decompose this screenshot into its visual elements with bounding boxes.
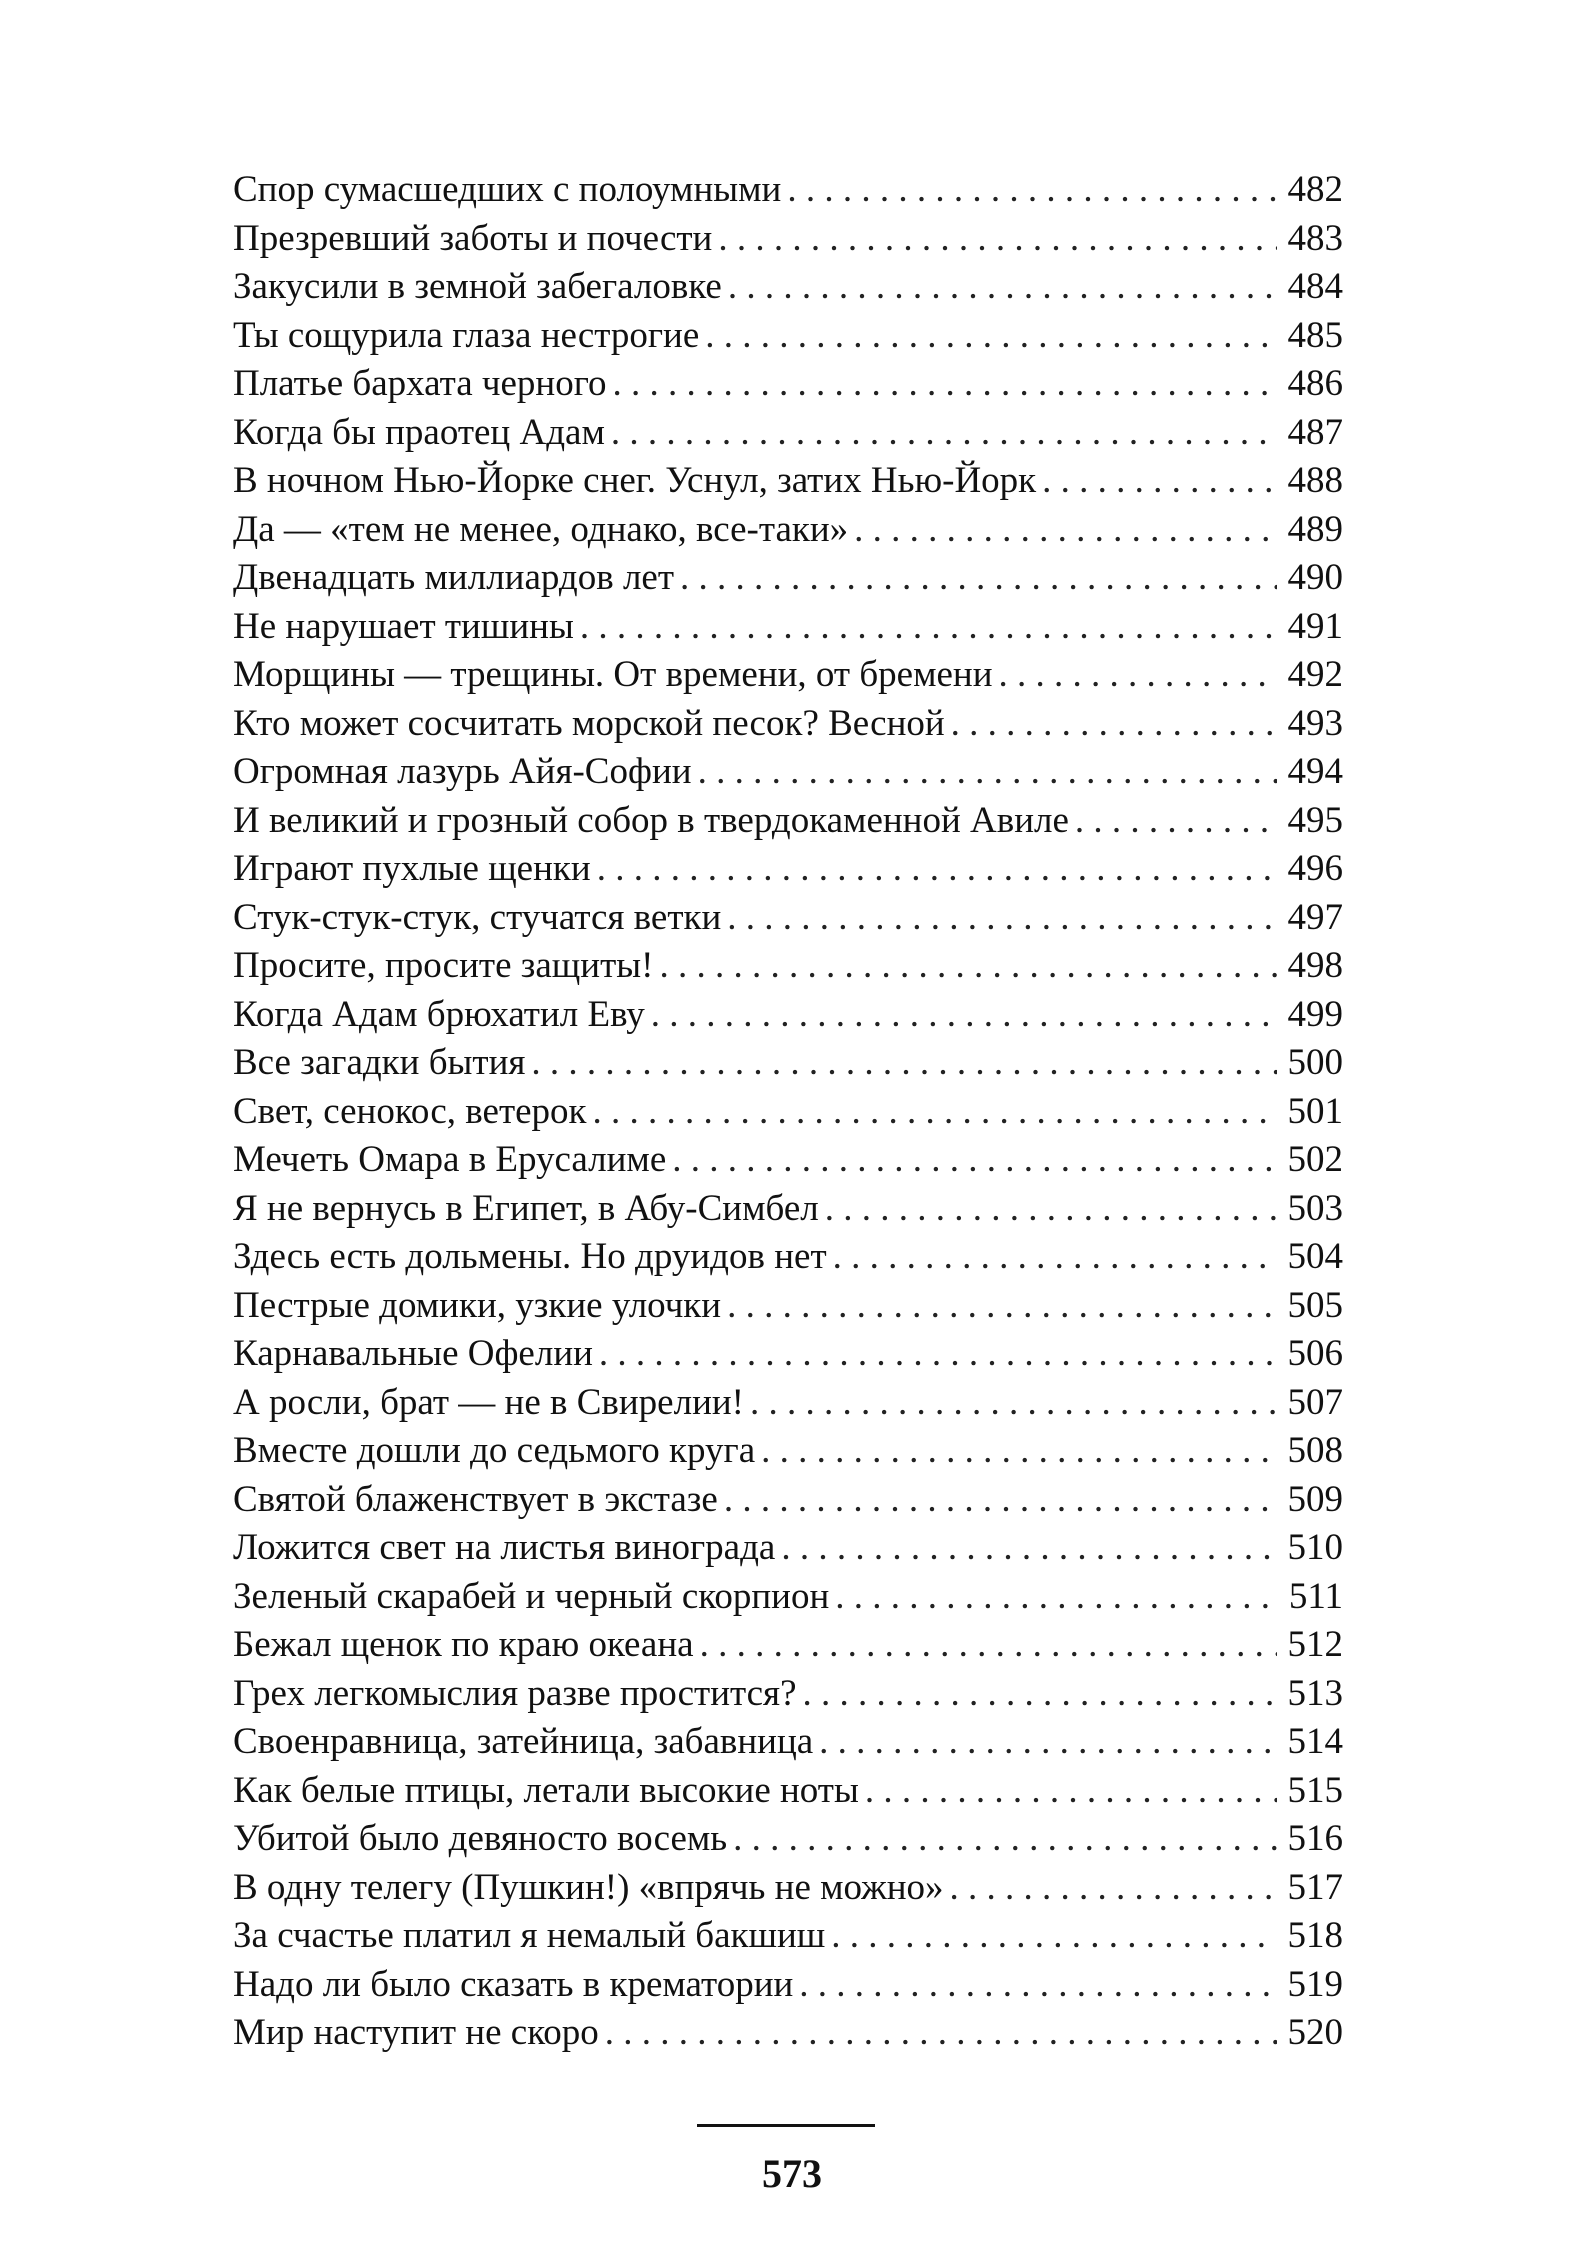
toc-entry-page: 513 <box>1287 1672 1343 1714</box>
toc-entry <box>233 1330 1343 1379</box>
toc-entry <box>233 1282 1343 1331</box>
dot-leader <box>597 845 1277 894</box>
dot-leader <box>733 1815 1277 1864</box>
dot-leader <box>825 1185 1277 1234</box>
dot-leader <box>718 215 1277 264</box>
toc-entry <box>233 215 1343 264</box>
toc-entry-title: Святой блаженствует в экстазе <box>233 1478 718 1520</box>
toc-entry <box>233 166 1343 215</box>
toc-entry-page: 517 <box>1287 1866 1343 1908</box>
toc-entry-title: А росли, брат — не в Свирелии! <box>233 1381 744 1423</box>
toc-entry-title: Стук-стук-стук, стучатся ветки <box>233 896 722 938</box>
footer-rule <box>697 2124 875 2127</box>
toc-entry-title: Не нарушает тишины <box>233 605 574 647</box>
toc-entry-page: 507 <box>1287 1381 1343 1423</box>
dot-leader <box>651 991 1277 1040</box>
toc-entry <box>233 603 1343 652</box>
toc-entry <box>233 409 1343 458</box>
dot-leader <box>950 1864 1278 1913</box>
toc-entry-title: Мечеть Омара в Ерусалиме <box>233 1139 667 1180</box>
toc-entry-page: 484 <box>1287 266 1343 307</box>
toc-entry-page: 520 <box>1287 2012 1343 2053</box>
toc-entry-title: Двенадцать миллиардов лет <box>233 557 675 598</box>
toc-entry-title: В ночном Нью-Йорке снег. Уснул, затих Нью-Йорк <box>233 460 1037 501</box>
toc-entry-page: 511 <box>1288 1575 1343 1617</box>
toc-entry-page: 514 <box>1287 1721 1343 1762</box>
dot-leader <box>803 1670 1278 1719</box>
toc-entry-title: Когда Адам брюхатил Еву <box>233 993 645 1035</box>
toc-entry-title: Надо ли было сказать в крематории <box>233 1963 794 2005</box>
dot-leader <box>611 409 1277 458</box>
toc-entry-page: 492 <box>1287 654 1343 695</box>
toc-entry <box>233 1427 1343 1476</box>
dot-leader <box>728 263 1277 312</box>
toc-entry-title: Да — «тем не менее, однако, все-таки» <box>233 508 849 550</box>
toc-entry <box>233 263 1343 312</box>
toc-entry-title: Карнавальные Офелии <box>233 1333 593 1374</box>
toc-entry-page: 515 <box>1287 1769 1343 1811</box>
toc-entry-page: 488 <box>1287 460 1343 501</box>
toc-entry-title: Пестрые домики, узкие улочки <box>233 1284 722 1326</box>
toc-entry-page: 505 <box>1287 1284 1343 1326</box>
toc-entry-title: Платье бархата черного <box>233 363 607 404</box>
toc-entry-title: За счастье платил я немалый бакшиш <box>233 1915 826 1956</box>
toc-entry-title: Презревший заботы и почести <box>233 217 713 259</box>
toc-entry-page: 496 <box>1287 848 1343 889</box>
toc-entry <box>233 1815 1343 1864</box>
toc-entry-page: 499 <box>1287 993 1343 1035</box>
toc-entry-page: 518 <box>1287 1915 1343 1956</box>
toc-entry-title: Здесь есть дольмены. Но друидов нет <box>233 1236 827 1277</box>
dot-leader <box>698 748 1277 797</box>
toc-entry-page: 498 <box>1287 945 1343 986</box>
toc-entry-page: 508 <box>1287 1430 1343 1471</box>
toc-entry-title: В одну телегу (Пушкин!) «впрячь не можно» <box>233 1866 944 1908</box>
toc-entry-page: 509 <box>1287 1478 1343 1520</box>
toc-entry-page: 489 <box>1287 508 1343 550</box>
toc-entry-page: 487 <box>1287 411 1343 453</box>
dot-leader <box>750 1379 1277 1428</box>
toc-entry-title: Спор сумасшедших с полоумными <box>233 169 782 210</box>
toc-entry <box>233 1670 1343 1719</box>
toc-entry <box>233 1039 1343 1088</box>
toc-entry <box>233 1573 1343 1622</box>
toc-entry-title: Просите, просите защиты! <box>233 945 654 986</box>
toc-entry <box>233 1912 1343 1961</box>
table-of-contents <box>233 166 1343 2058</box>
toc-entry-page: 483 <box>1287 217 1343 259</box>
dot-leader <box>835 1573 1277 1622</box>
toc-entry <box>233 651 1343 700</box>
toc-entry <box>233 797 1343 846</box>
toc-entry <box>233 312 1343 361</box>
toc-entry <box>233 748 1343 797</box>
dot-leader <box>951 700 1277 749</box>
dot-leader <box>580 603 1277 652</box>
dot-leader <box>531 1039 1277 1088</box>
toc-entry <box>233 1524 1343 1573</box>
dot-leader <box>1075 797 1277 846</box>
toc-entry <box>233 1864 1343 1913</box>
toc-entry-title: Ты сощурила глаза нестрогие <box>233 314 700 356</box>
dot-leader <box>599 1330 1277 1379</box>
dot-leader <box>854 506 1277 555</box>
toc-entry-title: Морщины — трещины. От времени, от бремени <box>233 654 993 695</box>
toc-entry-page: 490 <box>1287 557 1343 598</box>
toc-entry <box>233 1718 1343 1767</box>
toc-entry <box>233 894 1343 943</box>
dot-leader <box>705 312 1277 361</box>
toc-entry <box>233 360 1343 409</box>
toc-entry-page: 491 <box>1287 605 1343 647</box>
dot-leader <box>799 1961 1277 2010</box>
toc-entry-title: Огромная лазурь Айя-Софии <box>233 751 692 792</box>
page-number: 573 <box>762 2151 822 2196</box>
toc-entry-title: Играют пухлые щенки <box>233 848 591 889</box>
toc-entry <box>233 1233 1343 1282</box>
toc-entry-page: 503 <box>1287 1187 1343 1229</box>
dot-leader <box>865 1767 1277 1816</box>
toc-entry <box>233 506 1343 555</box>
toc-entry-page: 485 <box>1287 314 1343 356</box>
dot-leader <box>593 1088 1277 1137</box>
toc-entry <box>233 991 1343 1040</box>
toc-entry <box>233 1621 1343 1670</box>
toc-entry-page: 501 <box>1287 1090 1343 1132</box>
dot-leader <box>659 942 1277 991</box>
dot-leader <box>831 1912 1277 1961</box>
dot-leader <box>833 1233 1277 1282</box>
dot-leader <box>1042 457 1277 506</box>
dot-leader <box>781 1524 1277 1573</box>
toc-entry <box>233 457 1343 506</box>
toc-entry-title: Ложится свет на листья винограда <box>233 1527 776 1568</box>
toc-entry-page: 510 <box>1287 1527 1343 1568</box>
toc-entry-title: Бежал щенок по краю океана <box>233 1624 694 1665</box>
toc-entry <box>233 2009 1343 2058</box>
toc-entry-title: Грех легкомыслия разве простится? <box>233 1672 797 1714</box>
toc-entry-title: Все загадки бытия <box>233 1042 526 1083</box>
toc-entry <box>233 1136 1343 1185</box>
toc-entry-page: 500 <box>1287 1042 1343 1083</box>
dot-leader <box>727 1282 1277 1331</box>
dot-leader <box>761 1427 1277 1476</box>
toc-entry-page: 482 <box>1287 169 1343 210</box>
toc-entry-title: Вместе дошли до седьмого круга <box>233 1430 756 1471</box>
toc-entry <box>233 1961 1343 2010</box>
dot-leader <box>787 166 1277 215</box>
toc-entry-title: И великий и грозный собор в твердокаменной Авиле <box>233 799 1069 841</box>
toc-entry <box>233 942 1343 991</box>
toc-entry-title: Мир наступит не скоро <box>233 2012 599 2053</box>
toc-entry-page: 506 <box>1287 1333 1343 1374</box>
toc-entry <box>233 1476 1343 1525</box>
toc-entry-title: Свет, сенокос, ветерок <box>233 1090 587 1132</box>
dot-leader <box>819 1718 1277 1767</box>
dot-leader <box>672 1136 1277 1185</box>
dot-leader <box>680 554 1277 603</box>
toc-entry-title: Зеленый скарабей и черный скорпион <box>233 1575 830 1617</box>
toc-entry-page: 494 <box>1287 751 1343 792</box>
toc-entry-page: 486 <box>1287 363 1343 404</box>
dot-leader <box>700 1621 1277 1670</box>
toc-entry-title: Убитой было девяносто восемь <box>233 1818 728 1859</box>
toc-entry-page: 493 <box>1287 702 1343 744</box>
toc-entry-page: 497 <box>1287 896 1343 938</box>
toc-entry <box>233 845 1343 894</box>
toc-entry-title: Как белые птицы, летали высокие ноты <box>233 1769 859 1811</box>
toc-entry-page: 504 <box>1287 1236 1343 1277</box>
toc-entry <box>233 554 1343 603</box>
dot-leader <box>612 360 1277 409</box>
toc-entry <box>233 1379 1343 1428</box>
toc-entry-title: Своенравница, затейница, забавница <box>233 1721 814 1762</box>
toc-entry <box>233 1185 1343 1234</box>
toc-entry-page: 502 <box>1287 1139 1343 1180</box>
toc-entry-page: 512 <box>1287 1624 1343 1665</box>
dot-leader <box>724 1476 1277 1525</box>
toc-entry-title: Кто может сосчитать морской песок? Весной <box>233 702 945 744</box>
toc-entry <box>233 1088 1343 1137</box>
toc-entry <box>233 700 1343 749</box>
toc-entry-page: 516 <box>1287 1818 1343 1859</box>
dot-leader <box>605 2009 1277 2058</box>
dot-leader <box>999 651 1277 700</box>
toc-entry <box>233 1767 1343 1816</box>
toc-entry-title: Я не вернусь в Египет, в Абу-Симбел <box>233 1187 819 1229</box>
toc-entry-page: 495 <box>1287 799 1343 841</box>
toc-entry-title: Закусили в земной забегаловке <box>233 266 722 307</box>
toc-entry-title: Когда бы праотец Адам <box>233 411 605 453</box>
dot-leader <box>727 894 1277 943</box>
toc-entry-page: 519 <box>1287 1963 1343 2005</box>
